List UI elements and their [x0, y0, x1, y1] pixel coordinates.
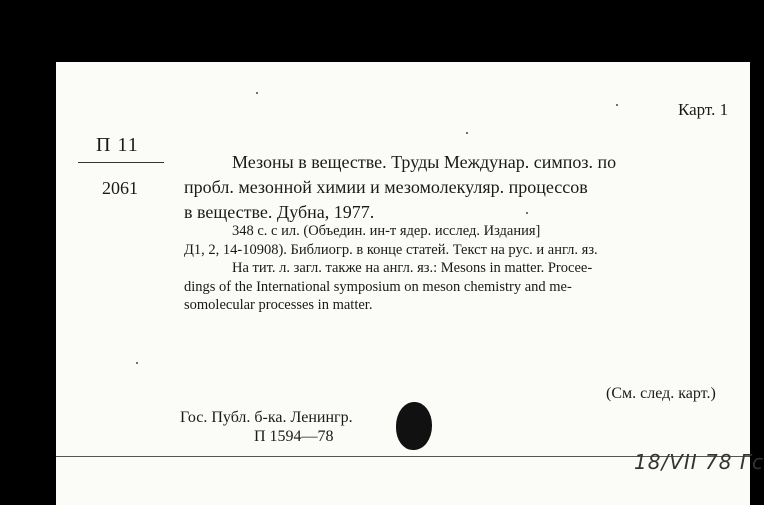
title-entry [184, 150, 740, 225]
speck [136, 362, 138, 364]
library-code: П 1594—78 [254, 428, 334, 445]
title-line: пробл. мезонной химии и мезомолекуляр. процессов [184, 177, 588, 197]
title-line: в веществе. Дубна, 1977. [184, 202, 375, 222]
shelf-mark: П 11 [96, 134, 139, 156]
see-next-card: (См. след. карт.) [606, 385, 716, 402]
ink-stamp [396, 402, 432, 450]
description-block [184, 222, 740, 315]
speck [256, 92, 258, 94]
library-name: Гос. Публ. б-ка. Ленингр. [180, 409, 353, 426]
description-line: somolecular processes in matter. [184, 297, 373, 313]
library-imprint [180, 408, 353, 446]
card-number: Карт. 1 [678, 100, 729, 119]
inventory-number: 2061 [102, 178, 138, 198]
description-line: 348 с. с ил. (Объедин. ин-т ядер. исслед. Издания] [232, 223, 541, 239]
shelf-divider [78, 162, 164, 163]
handwritten-note: 18/VII 78 Гс [634, 450, 764, 474]
speck [466, 132, 468, 134]
description-line: Д1, 2, 14-10908). Библиогр. в конце статей. Текст на рус. и англ. яз. [184, 241, 598, 258]
title-line: Мезоны в веществе. Труды Междунар. симпоз. по [232, 152, 617, 172]
catalog-card [56, 62, 764, 505]
speck [616, 104, 618, 106]
description-line: dings of the International symposium on meson chemistry and me- [184, 278, 572, 295]
description-line: На тит. л. загл. также на англ. яз.: Mesons in matter. Procee- [232, 260, 593, 276]
